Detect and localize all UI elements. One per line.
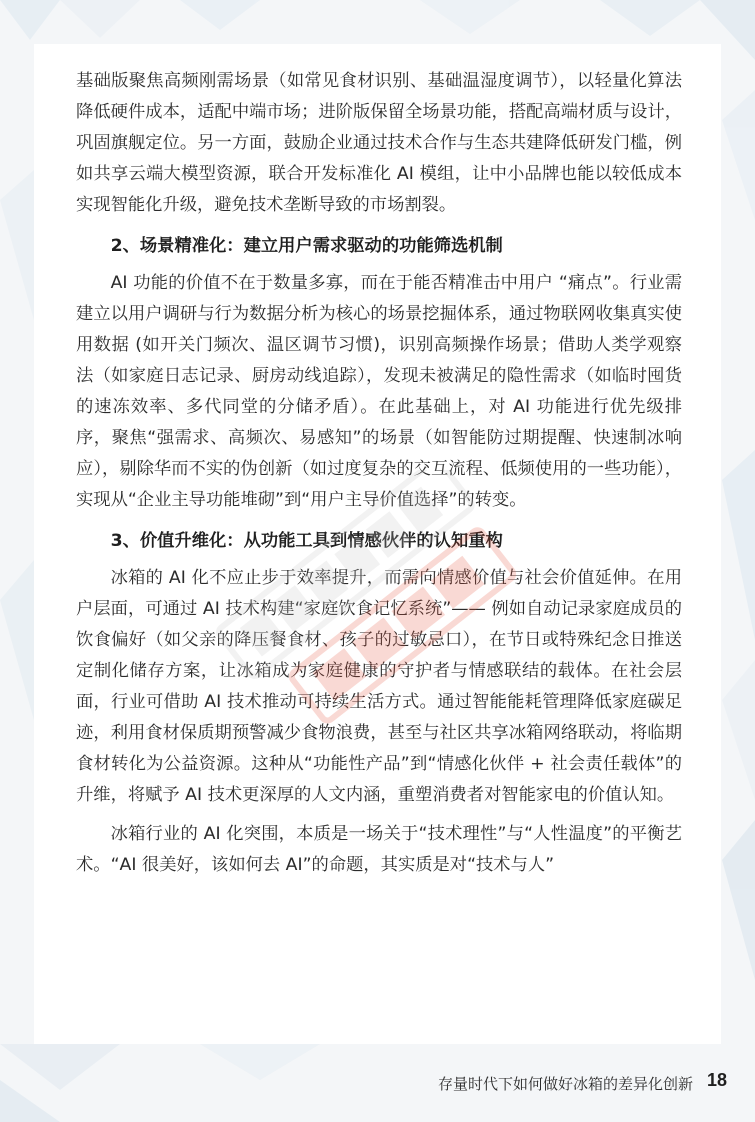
paragraph-value-upgrade: 冰箱的 AI 化不应止步于效率提升，而需向情感价值与社会价值延伸。在用户层面，可通过 AI 技术构建“家庭饮食记忆系统”—— 例如自动记录家庭成员的饮食偏好（如父亲的降压餐食材、孩子的过敏忌口），在节日或特殊纪念日推送定制化储存方案，让冰箱成为家庭健康的守护者与情感联结的载体。在社会层面，行业可借助 AI 技术推动可持续生活方式。通过智能能耗管理降低家庭碳足迹，利用食材保质期预警减少食物浪费，甚至与社区共享冰箱网络联动，将临期食材转化为公益资源。这种从“功能性产品”到“情感化伙伴 + 社会责任载体”的升维，将赋予 AI 技术更深厚的人文内涵，重塑消费者对智能家电的价值认知。 xyxy=(76,568,682,805)
paragraph-scene-precision: AI 功能的价值不在于数量多寡，而在于能否精准击中用户 “痛点”。行业需建立以用户调研与行为数据分析为核心的场景挖掘体系，通过物联网收集真实使用数据 (如开关门频次、温区调节习惯)，识别高频操作场景；借助人类学观察法（如家庭日志记录、厨房动线追踪），发现未被满足的隐性需求（如临时囤货的速冻效率、多代同堂的分储矛盾）。在此基础上，对 AI 功能进行优先级排序，聚焦“强需求、高频次、易感知”的场景（如智能防过期提醒、快速制冰响应），剔除华而不实的伪创新（如过度复杂的交互流程、低频使用的一些功能），实现从“企业主导功能堆砌”到“用户主导价值选择”的转变。 xyxy=(76,273,682,510)
footer-title: 存量时代下如何做好冰箱的差异化创新 xyxy=(437,1075,693,1093)
page-footer xyxy=(0,1060,755,1122)
document-body xyxy=(76,66,682,881)
section-heading-2: 2、场景精准化：建立用户需求驱动的功能筛选机制 xyxy=(110,236,503,256)
paragraph-conclusion: 冰箱行业的 AI 化突围，本质是一场关于“技术理性”与“人性温度”的平衡艺术。“AI 很美好，该如何去 AI”的命题，其实质是对“技术与人” xyxy=(76,824,682,875)
page-number: 18 xyxy=(706,1070,727,1090)
paragraph-continuation: 基础版聚焦高频刚需场景（如常见食材识别、基础温湿度调节），以轻量化算法降低硬件成本，适配中端市场；进阶版保留全场景功能，搭配高端材质与设计，巩固旗舰定位。另一方面，鼓励企业通过技术合作与生态共建降低研发门槛，例如共享云端大模型资源，联合开发标准化 AI 模组，让中小品牌也能以较低成本实现智能化升级，避免技术垄断导致的市场割裂。 xyxy=(76,71,682,215)
section-heading-3: 3、价值升维化：从功能工具到情感伙伴的认知重构 xyxy=(110,531,503,551)
